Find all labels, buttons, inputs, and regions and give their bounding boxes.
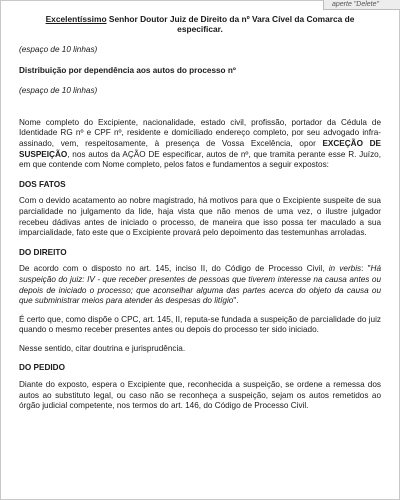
law-p1-italic: in verbis (328, 264, 362, 274)
intro-part-2: , nos autos da AÇÃO DE especificar, autos de nº, que tramita perante esse R. Juízo, em que contende com Nome completo, pelos fatos e fundamentos a seguir expostos: (19, 149, 381, 170)
address-first-word: Excelentíssimo (45, 14, 107, 24)
address-rest: Senhor Doutor Juiz de Direito da nº Vara Cível da Comarca de especificar. (106, 14, 355, 34)
law-heading: DO DIREITO (19, 247, 67, 257)
delete-hint-label: aperte "Delete" (323, 0, 400, 10)
distribution-line: Distribuição por dependência aos autos do processo nº (19, 65, 236, 75)
spacing-note-2: (espaço de 10 linhas) (19, 86, 98, 96)
law-p1-a: De acordo com o disposto no art. 145, inciso II, do Código de Processo Civil, (19, 264, 329, 274)
facts-paragraph: Com o devido acatamento ao nobre magistrado, há motivos para que o Excipiente suspeite de sua parcialidade no julgamento da lide, haja vista que não menos de uma vez, o ilustre julgador recebeu dádivas antes de iniciado o processo, de maneira que isso possa ter maculado a sua imparcialidade, fato este que o Excipiente provará pelo depoimento das testemunhas arroladas. (19, 196, 381, 238)
law-p1-end: ". (233, 296, 239, 306)
law-paragraph-3: Nesse sentido, citar doutrina e jurisprudência. (19, 343, 186, 353)
intro-paragraph (19, 118, 381, 171)
spacing-note-1: (espaço de 10 linhas) (19, 45, 98, 54)
law-paragraph-2: É certo que, como dispõe o CPC, art. 145, II, reputa-se fundada a suspeição de parcialidade do juiz quando o mesmo receber presentes antes ou depois do processo ter sido iniciado. (19, 314, 381, 335)
law-paragraph-1 (19, 264, 381, 306)
law-p1-b: : " (361, 264, 371, 274)
document-body (19, 14, 381, 412)
facts-heading: DOS FATOS (19, 179, 66, 189)
law-p1-quote: Há suspeição do juiz: IV - que receber presentes de pessoas que tiverem interesse na causa antes ou depois de iniciado o processo; que aconselhar alguma das partes acerca do objeto da causa ou que subministrar meios para atender às despesas do litígio (19, 264, 381, 306)
request-heading: DO PEDIDO (19, 363, 65, 373)
court-address (27, 14, 373, 34)
request-paragraph: Diante do exposto, espera o Excipiente que, reconhecida a suspeição, se ordene a remessa dos autos ao substituto legal, ou caso não se reconheça a suspeição, sejam os autos remetidos ao órgão judicial competente, nos termos do art. 146, do Código de Processo Civil. (19, 380, 381, 411)
intro-part-1: Nome completo do Excipiente, nacionalidade, estado civil, profissão, portador da Cédula de Identidade RG nº e CPF nº, residente e domiciliado endereço completo, por seu advogado infra-assinado, vem, respeitosamente, à presença de Vossa Excelência, opor (19, 117, 381, 148)
intro-bold: EXCEÇÃO DE SUSPEIÇÃO (19, 138, 381, 159)
